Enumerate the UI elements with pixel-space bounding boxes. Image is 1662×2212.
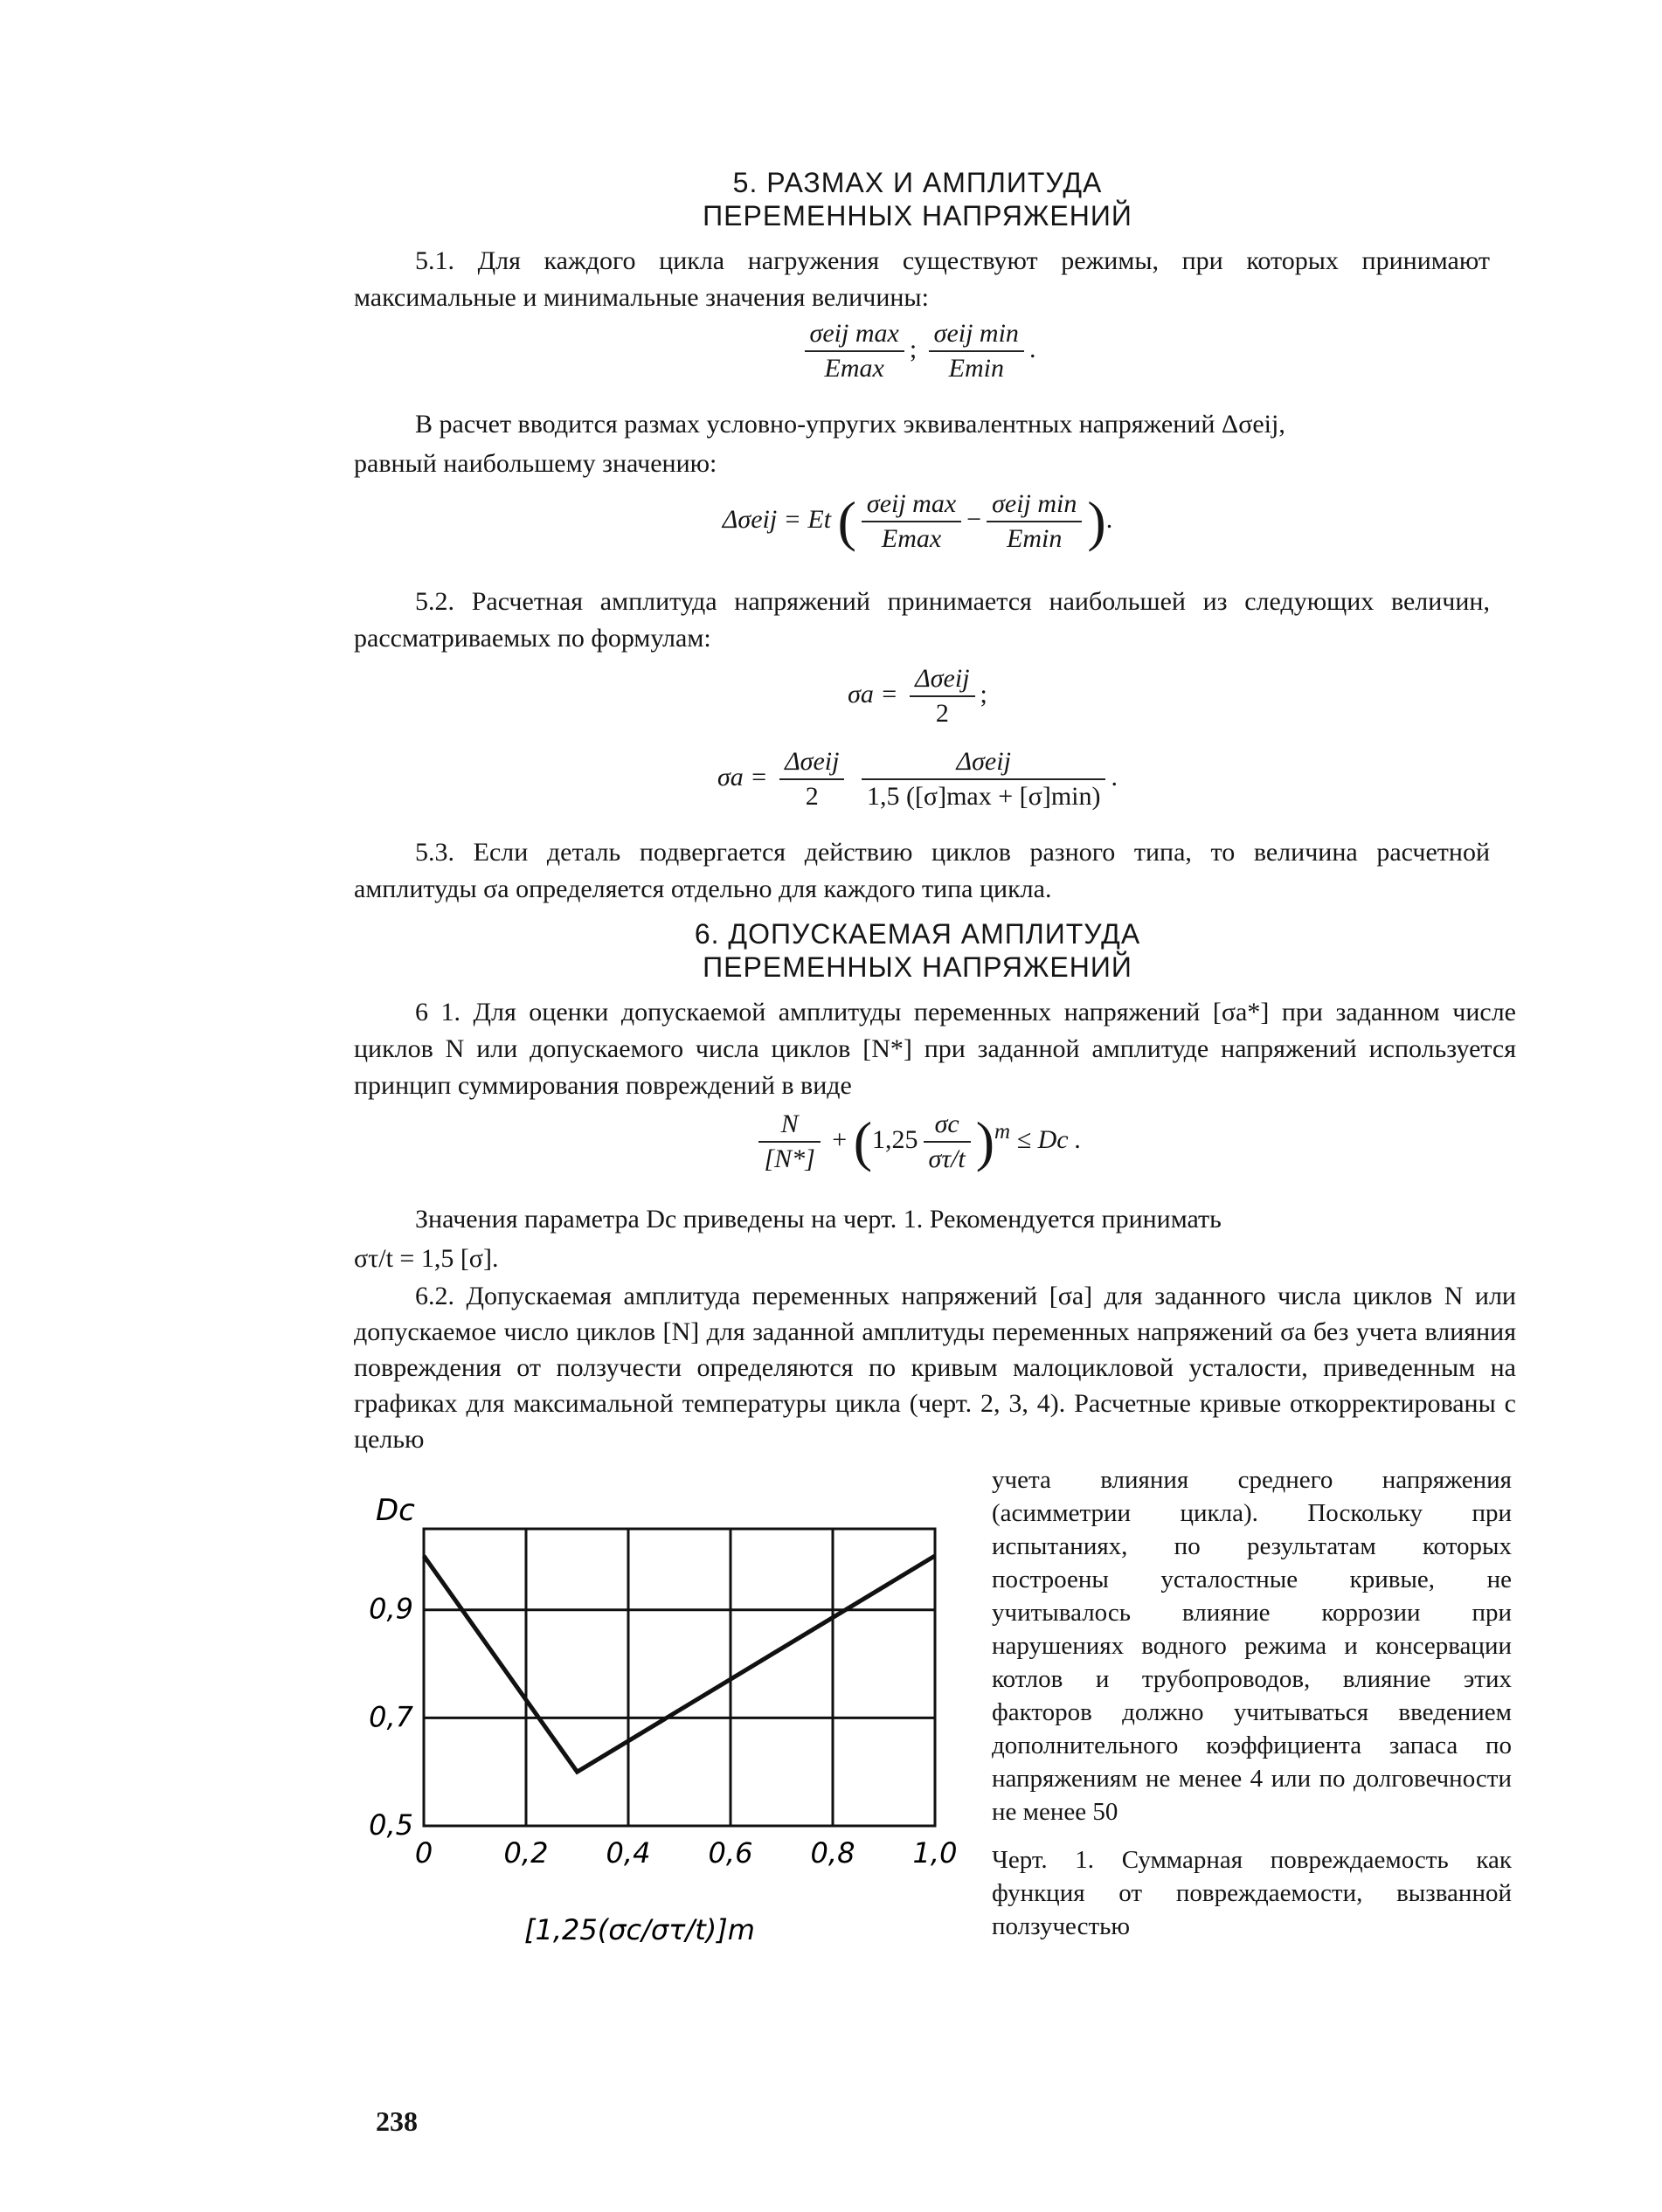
y-tick-label: 0,7 [369,1700,413,1734]
f2-den1: Emax [881,524,942,553]
formula-delta-sigma: Δσeij = Et ( $\frac{\text{σeij max}}{Emax}$ − $\frac{\text{σeij min}}{Emin}$ ). [722,489,1113,553]
paragraph-5-1b-line1: В расчет вводится размах условно-упругих эквивалентных напряжений Δσeij, [415,410,1285,439]
f2-num2: σeij min [987,489,1082,522]
section6-heading-line1: 6. ДОПУСКАЕМАЯ АМПЛИТУДА [694,918,1141,950]
f1-num2: σeij min [929,319,1024,352]
paragraph-6-1b-line2: στ/t = 1,5 [σ]. [354,1244,499,1273]
f2-minus: − [966,504,982,534]
f4-lhs: σa = [717,762,768,791]
f2-den2: Emin [1007,524,1063,553]
f1-den2: Emin [948,354,1004,383]
formula-sigma-a-2 [350,747,1485,812]
f5-den: [N*] [764,1144,815,1173]
formula-sigma-over-e [350,319,1485,384]
f5-rhs: ≤ Dc . [1016,1124,1082,1154]
x-tick-label: 0 [414,1836,433,1870]
paragraph-5-1: 5.1. Для каждого цикла нагружения существуют режимы, при которых принимают максимальные и минимальные значения величины: [354,246,1490,312]
f4-num1: Δσeij [779,747,844,780]
f3-lhs: σa = [848,679,898,709]
paragraph-5-1b-line2: равный наибольшему значению: [354,449,717,478]
section5-heading-line1: 5. РАЗМАХ И АМПЛИТУДА [732,167,1103,198]
f1-num1: σeij max [805,319,904,352]
f1-end: . [1028,334,1036,363]
y-axis-label: Dc [376,1493,415,1528]
f5-den2: στ/t [928,1144,966,1173]
f5-num: N [758,1109,820,1143]
paragraph-6-1: 6 1. Для оценки допускаемой амплитуды переменных напряжений [σa*] при заданном числе циклов N или допускаемого числа циклов [N*] при заданной амплитуде напряжений используется принцип суммирования повреждений в виде [354,998,1516,1100]
f3-end: ; [980,679,987,709]
series-line-dc [424,1556,935,1772]
paragraph-6-2-side: учета влияния среднего напряжения (асимметрии цикла). Поскольку при испытаниях, по результатам которых построены усталостные кривые, не учитывалось влияние коррозии при нарушениях водного режима и консервации котлов и трубопроводов, влияние этих факторов должно учитываться введением дополнительного коэффициента запаса по напряжениям не менее 4 или по долговечности не менее 50 [992,1466,1512,1826]
f4-end: . [1111,762,1118,791]
y-tick-label: 0,9 [369,1592,413,1626]
f1-sep: ; [909,334,918,363]
x-tick-label: 0,6 [708,1836,753,1870]
f5-coef: 1,25 [872,1124,918,1154]
x-tick-label: 1,0 [912,1836,958,1870]
f3-num: Δσeij [910,664,974,697]
f4-den2: 1,5 ([σ]max + [σ]min) [866,782,1101,811]
y-tick-labels [369,1593,414,1842]
paragraph-6-1b-line1: Значения параметра Dc приведены на черт. 1. Рекомендуется принимать [415,1205,1222,1234]
f3-den: 2 [935,699,949,728]
f4-num2: Δσeij [862,747,1106,780]
f2-num1: σeij max [862,489,961,522]
paragraph-5-3: 5.3. Если деталь подвергается действию циклов разного типа, то величина расчетной амплитуды σa определяется отдельно для каждого типа цикла. [354,838,1490,903]
formula-sigma-a-1 [350,664,1485,729]
figure-caption: Черт. 1. Суммарная повреждаемость как функция от повреждаемости, вызванной ползучестью [992,1846,1512,1940]
formula-damage-sum: $\frac{N}{[N*]}$ + (1,25 $\frac{\sigma c}{\sigma\tau/t}$ )$^m$ ≤ Dc . [350,1109,1485,1174]
f1-den1: Emax [824,354,884,383]
f2-end: . [1105,504,1113,534]
page-number: 238 [376,2105,418,2137]
plot-frame [424,1529,935,1826]
y-tick-label: 0,5 [369,1808,413,1842]
x-axis-label: [1,25(σc/στ/t)]m [524,1913,755,1946]
damage-chart [367,1476,961,1957]
section6-heading-line2: ПЕРЕМЕННЫХ НАПРЯЖЕНИЙ [703,951,1132,983]
x-tick-label: 0,4 [606,1836,651,1870]
f4-den1: 2 [805,782,819,811]
paragraph-5-2: 5.2. Расчетная амплитуда напряжений принимается наибольшей из следующих величин, рассматриваемых по формулам: [354,587,1490,653]
x-tick-label: 0,2 [503,1836,549,1870]
x-tick-labels [415,1836,958,1870]
f5-exp: m [994,1119,1011,1144]
chart-grid [424,1529,935,1826]
f2-lhs: Δσeij = Et [722,504,832,534]
f5-plus: + [832,1124,848,1154]
paragraph-6-2: 6.2. Допускаемая амплитуда переменных напряжений [σa] для заданного числа циклов N или допускаемое число циклов [N] для заданной амплитуды переменных напряжений σa без учета влияния повреждения от ползучести определяются по кривым малоцикловой усталости, приведенным на графиках для максимальной температуры цикла (черт. 2, 3, 4). Расчетные кривые откорректированы с целью [354,1282,1516,1454]
x-tick-label: 0,8 [810,1836,855,1870]
section5-heading-line2: ПЕРЕМЕННЫХ НАПРЯЖЕНИЙ [703,200,1132,232]
f5-num2: σc [924,1109,971,1143]
